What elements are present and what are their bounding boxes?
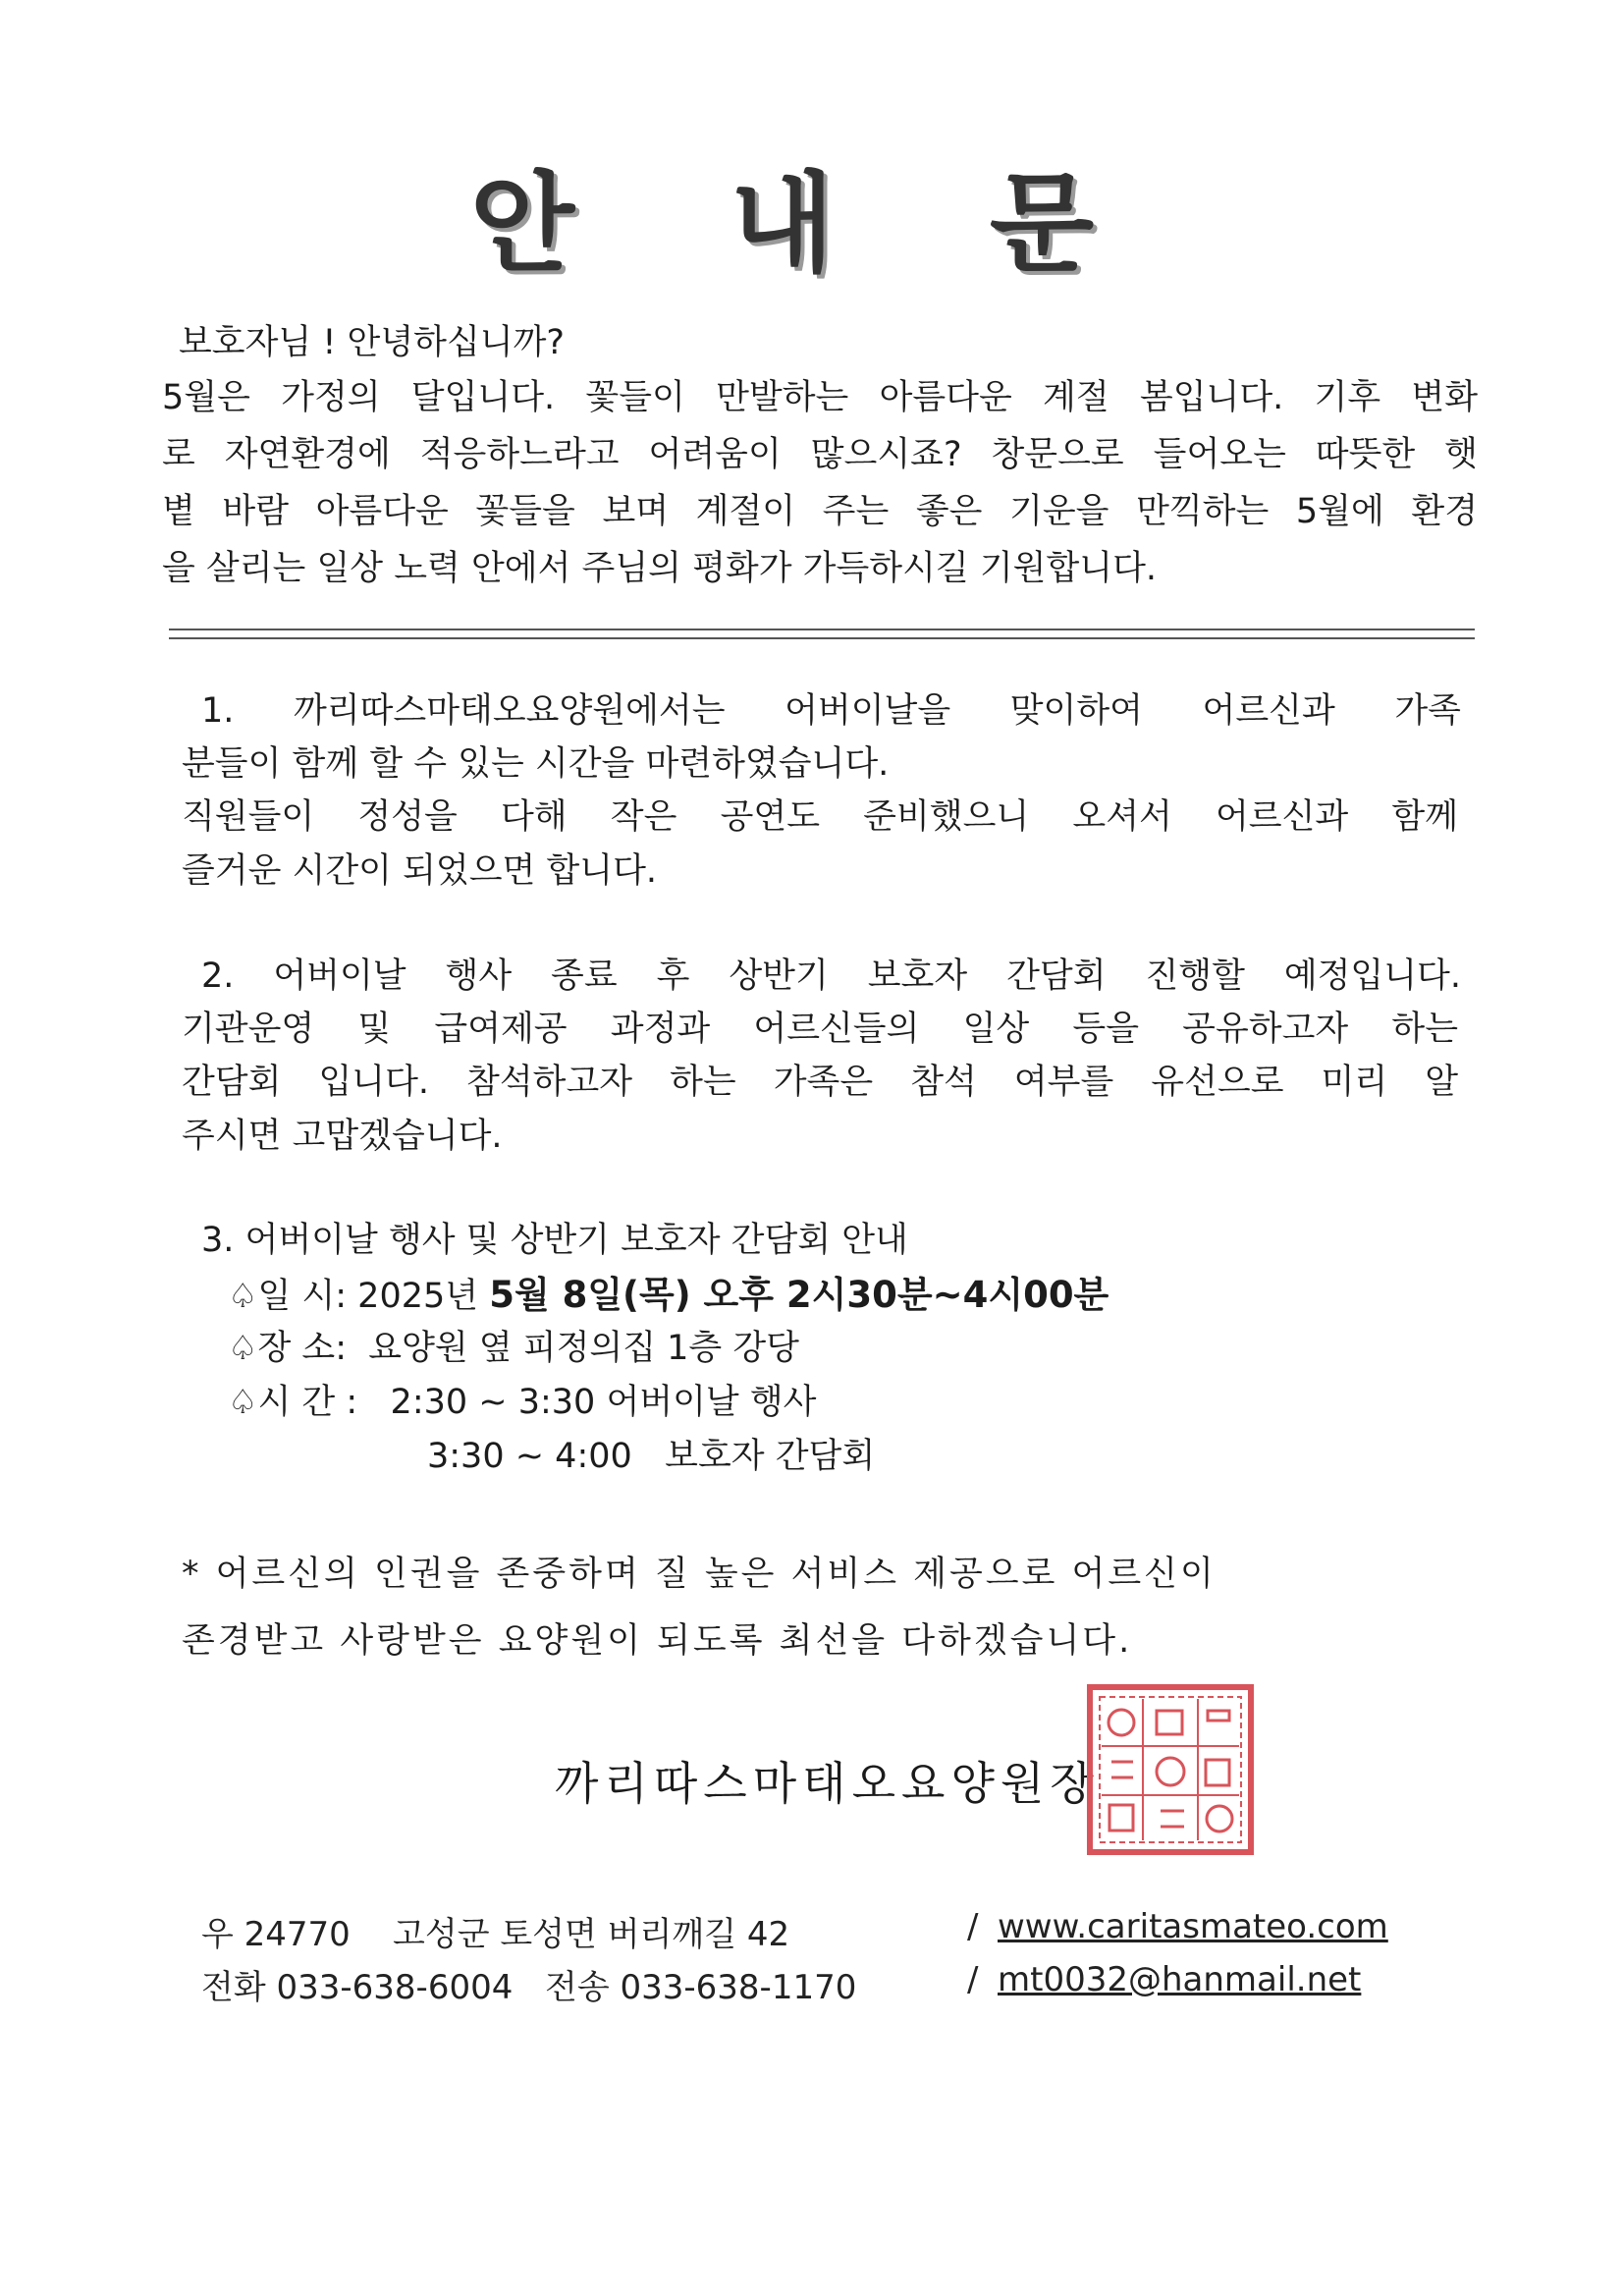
- time-label: 시 간 :: [257, 1383, 358, 1422]
- place-label: 장 소:: [257, 1329, 348, 1368]
- signature: 까리따스마태오요양원장: [555, 1757, 1100, 1810]
- phone: 전화 033-638-6004: [201, 1968, 514, 2007]
- intro-line-4: 을 살리는 일상 노력 안에서 주님의 평화가 가득하시길 기원합니다.: [162, 549, 1158, 588]
- official-seal-icon: [1082, 1681, 1259, 1858]
- section2-line-1: 2. 어버이날 행사 종료 후 상반기 보호자 간담회 진행할 예정입니다.: [201, 957, 1461, 996]
- separator: /: [967, 1960, 979, 1999]
- date-label: 일 시:: [257, 1277, 348, 1316]
- schedule-time-1: 2:30 ~ 3:30: [390, 1383, 596, 1422]
- place-value: 요양원 옆 피정의집 1층 강당: [368, 1329, 799, 1368]
- postal-code: 우 24770: [201, 1915, 351, 1954]
- schedule-row-2: [427, 1436, 1623, 1477]
- place-row: [228, 1328, 1543, 1369]
- schedule-event-2: 보호자 간담회: [665, 1437, 876, 1476]
- date-year: 2025년: [357, 1277, 479, 1316]
- schedule-time-2: 3:30 ~ 4:00: [427, 1437, 632, 1476]
- date-row: [228, 1274, 1543, 1317]
- schedule-event-1: 어버이날 행사: [606, 1383, 817, 1422]
- time-row: [228, 1382, 1543, 1423]
- intro-line-3: 볕 바람 아름다운 꽃들을 보며 계절이 주는 좋은 기운을 만끽하는 5월에 환경: [162, 492, 1478, 531]
- intro-line-2: 로 자연환경에 적응하느라고 어려움이 많으시죠? 창문으로 들어오는 따뜻한 햇: [162, 435, 1478, 474]
- spade-outline-icon: ♤: [228, 1277, 258, 1316]
- section1-line-4: 즐거운 시간이 되었으면 합니다.: [182, 851, 658, 891]
- spade-outline-icon: ♤: [228, 1329, 258, 1368]
- greeting: 보호자님 ! 안녕하십니까?: [179, 323, 565, 362]
- closing-line-1: * 어르신의 인권을 존중하며 질 높은 서비스 제공으로 어르신이: [182, 1555, 1217, 1594]
- section2-line-3: 간담회 입니다. 참석하고자 하는 가족은 참석 여부를 유선으로 미리 알: [182, 1063, 1458, 1102]
- section1-line-2: 분들이 함께 할 수 있는 시간을 마련하였습니다.: [182, 744, 890, 784]
- fax: 전송 033-638-1170: [545, 1968, 857, 2007]
- website-link[interactable]: www.caritasmateo.com: [998, 1907, 1388, 1946]
- section1-line-3: 직원들이 정성을 다해 작은 공연도 준비했으니 오셔서 어르신과 함께: [182, 797, 1458, 837]
- intro-line-1: 5월은 가정의 달입니다. 꽃들이 만발하는 아름다운 계절 봄입니다. 기후 변화: [162, 378, 1478, 417]
- section2-line-4: 주시면 고맙겠습니다.: [182, 1117, 503, 1156]
- section1-line-1: 1. 까리따스마태오요양원에서는 어버이날을 맞이하여 어르신과 가족: [201, 691, 1461, 731]
- separator: /: [967, 1907, 979, 1946]
- email-link[interactable]: mt0032@hanmail.net: [998, 1960, 1362, 1999]
- page-title: 안 내 문: [469, 161, 1154, 287]
- divider: [169, 629, 1475, 639]
- section3-heading: 3. 어버이날 행사 및 상반기 보호자 간담회 안내: [201, 1221, 908, 1260]
- address: 고성군 토성면 버리깨길 42: [393, 1915, 790, 1954]
- spade-outline-icon: ♤: [228, 1383, 258, 1422]
- section2-line-2: 기관운영 및 급여제공 과정과 어르신들의 일상 등을 공유하고자 하는: [182, 1010, 1458, 1049]
- date-value: 5월 8일(목) 오후 2시30분~4시00분: [489, 1274, 1109, 1316]
- closing-line-2: 존경받고 사랑받은 요양원이 되도록 최선을 다하겠습니다.: [182, 1621, 1133, 1661]
